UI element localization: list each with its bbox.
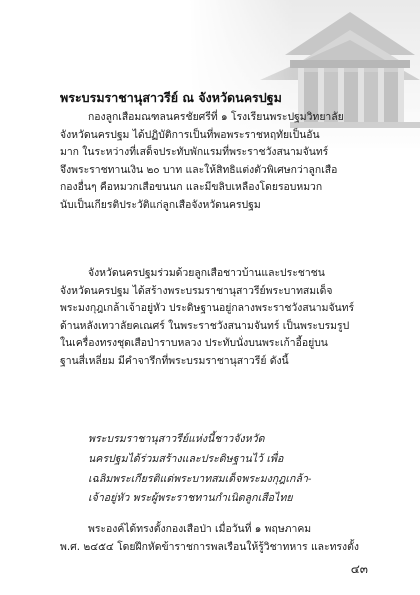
text-line: นับเป็นเกียรติประวัติแก่ลูกเสือจังหวัดนครปฐม <box>60 198 261 211</box>
text-line: จังหวัดนครปฐม ได้สร้างพระบรมราชานุสาวรีย์พระบาทสมเด็จ <box>60 284 333 297</box>
text-line: พ.ศ. ๒๔๕๔ โดยฝึกหัดข้าราชการพลเรือนให้รู้วิชาทหาร และทรงตั้ง <box>60 540 359 553</box>
inscription-verse <box>88 430 368 509</box>
text-line: กองอื่นๆ คือหมวกเสือขนนก และมีขลิบเหลืองโดยรอบหมวก <box>60 181 323 193</box>
text-line: มาก ในระหว่างที่เสด็จประทับพักแรมที่พระราชวังสนามจันทร์ <box>60 146 329 158</box>
verse-line: นครปฐมได้ร่วมสร้างและประดิษฐานไว้ เพื่อ <box>88 452 284 465</box>
text-line: ฐานสี่เหลี่ยม มีคำจารึกที่พระบรมราชานุสาวรีย์ ดังนี้ <box>60 354 289 367</box>
text-line: พระองค์ได้ทรงตั้งกองเสือป่า เมื่อวันที่ ๑ พฤษภาคม <box>88 523 312 535</box>
text-line: ในเครื่องทรงชุดเสือป่าราบหลวง ประทับนั่งบนพระเก้าอี้อยู่บน <box>60 337 328 349</box>
verse-line: เจ้าอยู่หัว พระผู้พระราชทานกำเนิดลูกเสือไทย <box>88 492 293 505</box>
paragraph-2 <box>60 265 360 370</box>
paragraph-1 <box>60 109 360 214</box>
text-line: จังหวัดนครปฐม ได้ปฏิบัติการเป็นที่พอพระราชหฤทัยเป็นอัน <box>60 128 320 141</box>
section-heading: พระบรมราชานุสาวรีย์ ณ จังหวัดนครปฐม <box>60 90 282 105</box>
page-number: ๔๓ <box>350 562 368 576</box>
text-line: จังหวัดนครปฐมร่วมด้วยลูกเสือชาวบ้านและประชาชน <box>88 267 325 279</box>
text-line: ด้านหลังเทวาลัยคเณศร์ ในพระราชวังสนามจันทร์ เป็นพระบรมรูป <box>60 319 350 332</box>
text-line: กองลูกเสือมณฑลนครชัยศรีที่ ๑ โรงเรียนพระปฐมวิทยาลัย <box>88 111 344 123</box>
text-line: จึงพระราชทานเงิน ๒๐ บาท และให้สิทธิแต่งตัวพิเศษกว่าลูกเสือ <box>60 163 338 176</box>
verse-line: เฉลิมพระเกียรติแด่พระบาทสมเด็จพระมงกุฎเกล้า- <box>88 472 312 485</box>
paragraph-3 <box>60 521 360 556</box>
text-line: พระมงกุฎเกล้าเจ้าอยู่หัว ประดิษฐานอยู่กลางพระราชวังสนามจันทร์ <box>60 302 355 314</box>
verse-line: พระบรมราชานุสาวรีย์แห่งนี้ชาวจังหวัด <box>88 433 265 445</box>
